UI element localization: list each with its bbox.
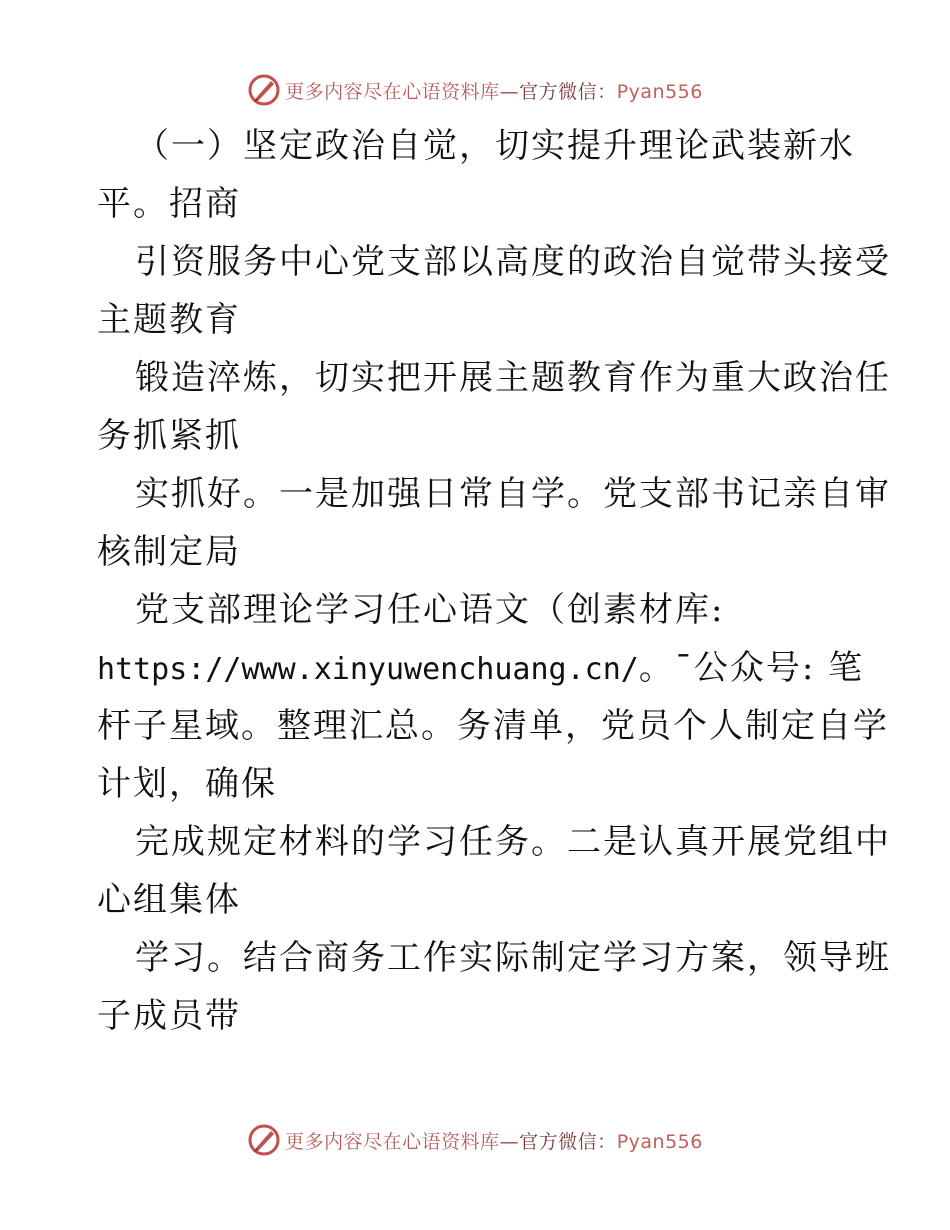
document-body xyxy=(97,117,891,1045)
text-line: （一）坚定政治自觉，切实提升理论武装新水 xyxy=(135,126,855,166)
watermark-text: 更多内容尽在心语资料库—官方微信：Pyan556 xyxy=(285,80,703,103)
text-line: 实抓好。一是加强日常自学。党支部书记亲自审 xyxy=(135,474,891,514)
quill-pen-logo-icon xyxy=(247,1123,281,1157)
url-line xyxy=(97,639,865,697)
text-line: 引资服务中心党支部以高度的政治自觉带头接受 xyxy=(135,242,891,282)
text-line: 完成规定材料的学习任务。二是认真开展党组中 xyxy=(135,822,891,862)
text-line: 子成员带 xyxy=(97,996,241,1036)
header-watermark xyxy=(0,70,950,110)
footer-watermark xyxy=(0,1120,950,1160)
text-line: 平。招商 xyxy=(97,184,241,224)
watermark-text: 更多内容尽在心语资料库—官方微信：Pyan556 xyxy=(285,1130,703,1153)
text-line: 主题教育 xyxy=(97,300,241,340)
text-line: 杆子星域。整理汇总。务清单，党员个人制定自学 xyxy=(97,706,889,746)
text-line: 务抓紧抓 xyxy=(97,416,241,456)
text-line: 计划，确保 xyxy=(97,764,277,804)
url-text: https://www.xinyuwenchuang.cn/ xyxy=(97,652,639,687)
text-line: 学习。结合商务工作实际制定学习方案，领导班 xyxy=(135,938,891,978)
text-line: 核制定局 xyxy=(97,532,241,572)
text-line: 党支部理论学习任心语文（创素材库: xyxy=(135,590,725,630)
quill-pen-logo-icon xyxy=(247,73,281,107)
text-line: 心组集体 xyxy=(97,880,241,920)
text-line-rest: 。¯公众号: 笔 xyxy=(638,648,865,688)
text-line: 锻造淬炼，切实把开展主题教育作为重大政治任 xyxy=(135,358,891,398)
